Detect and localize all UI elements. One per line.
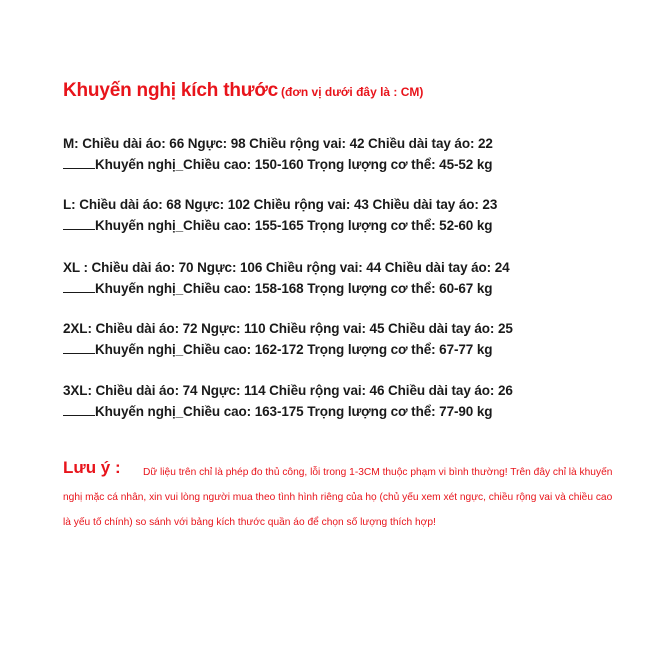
underline-lead bbox=[63, 339, 95, 354]
size-recommend-row bbox=[63, 278, 510, 299]
size-spec: XL : Chiều dài áo: 70 Ngực: 106 Chiều rộng vai: 44 Chiều dài tay áo: 24 bbox=[63, 260, 510, 275]
size-recommend: Khuyến nghị_Chiều cao: 150-160 Trọng lượng cơ thể: 45-52 kg bbox=[95, 157, 493, 172]
underline-lead bbox=[63, 401, 95, 416]
note-text: Dữ liệu trên chỉ là phép đo thủ công, lỗi trong 1-3CM thuộc phạm vi bình thường! Trên đây chỉ là khuyến nghị mặc cá nhân, xin vui lòng người mua theo tình hình riêng của họ (chủ yếu xem xét ngực, chiều rộng vai và chiều cao là yếu tố chính) so sánh với bảng kích thước quần áo để chọn số lượng thích hợp! bbox=[63, 467, 613, 528]
size-recommend: Khuyến nghị_Chiều cao: 163-175 Trọng lượng cơ thể: 77-90 kg bbox=[95, 404, 493, 419]
note-label: Lưu ý : bbox=[63, 458, 121, 477]
title-main: Khuyến nghị kích thước bbox=[63, 80, 278, 101]
page-title bbox=[63, 80, 423, 102]
size-recommend-row bbox=[63, 154, 493, 175]
size-recommend-row bbox=[63, 215, 497, 236]
size-recommend-row bbox=[63, 339, 513, 360]
title-unit: (đơn vị dưới đây là : CM) bbox=[281, 85, 424, 99]
underline-lead bbox=[63, 278, 95, 293]
size-recommend: Khuyến nghị_Chiều cao: 155-165 Trọng lượng cơ thể: 52-60 kg bbox=[95, 218, 493, 233]
size-recommend: Khuyến nghị_Chiều cao: 162-172 Trọng lượng cơ thể: 67-77 kg bbox=[95, 342, 493, 357]
size-spec: M: Chiều dài áo: 66 Ngực: 98 Chiều rộng vai: 42 Chiều dài tay áo: 22 bbox=[63, 136, 493, 151]
size-spec: 3XL: Chiều dài áo: 74 Ngực: 114 Chiều rộng vai: 46 Chiều dài tay áo: 26 bbox=[63, 383, 513, 398]
size-recommend: Khuyến nghị_Chiều cao: 158-168 Trọng lượng cơ thể: 60-67 kg bbox=[95, 281, 493, 296]
underline-lead bbox=[63, 215, 95, 230]
size-block-3xl bbox=[63, 380, 513, 422]
size-recommend-row bbox=[63, 401, 513, 422]
size-block-m bbox=[63, 133, 493, 175]
size-block-l bbox=[63, 194, 497, 236]
size-spec: L: Chiều dài áo: 68 Ngực: 102 Chiều rộng vai: 43 Chiều dài tay áo: 23 bbox=[63, 197, 498, 212]
underline-lead bbox=[63, 154, 95, 169]
note-text-block bbox=[63, 460, 623, 535]
size-block-xl bbox=[63, 257, 510, 299]
size-block-2xl bbox=[63, 318, 513, 360]
size-spec: 2XL: Chiều dài áo: 72 Ngực: 110 Chiều rộng vai: 45 Chiều dài tay áo: 25 bbox=[63, 321, 513, 336]
